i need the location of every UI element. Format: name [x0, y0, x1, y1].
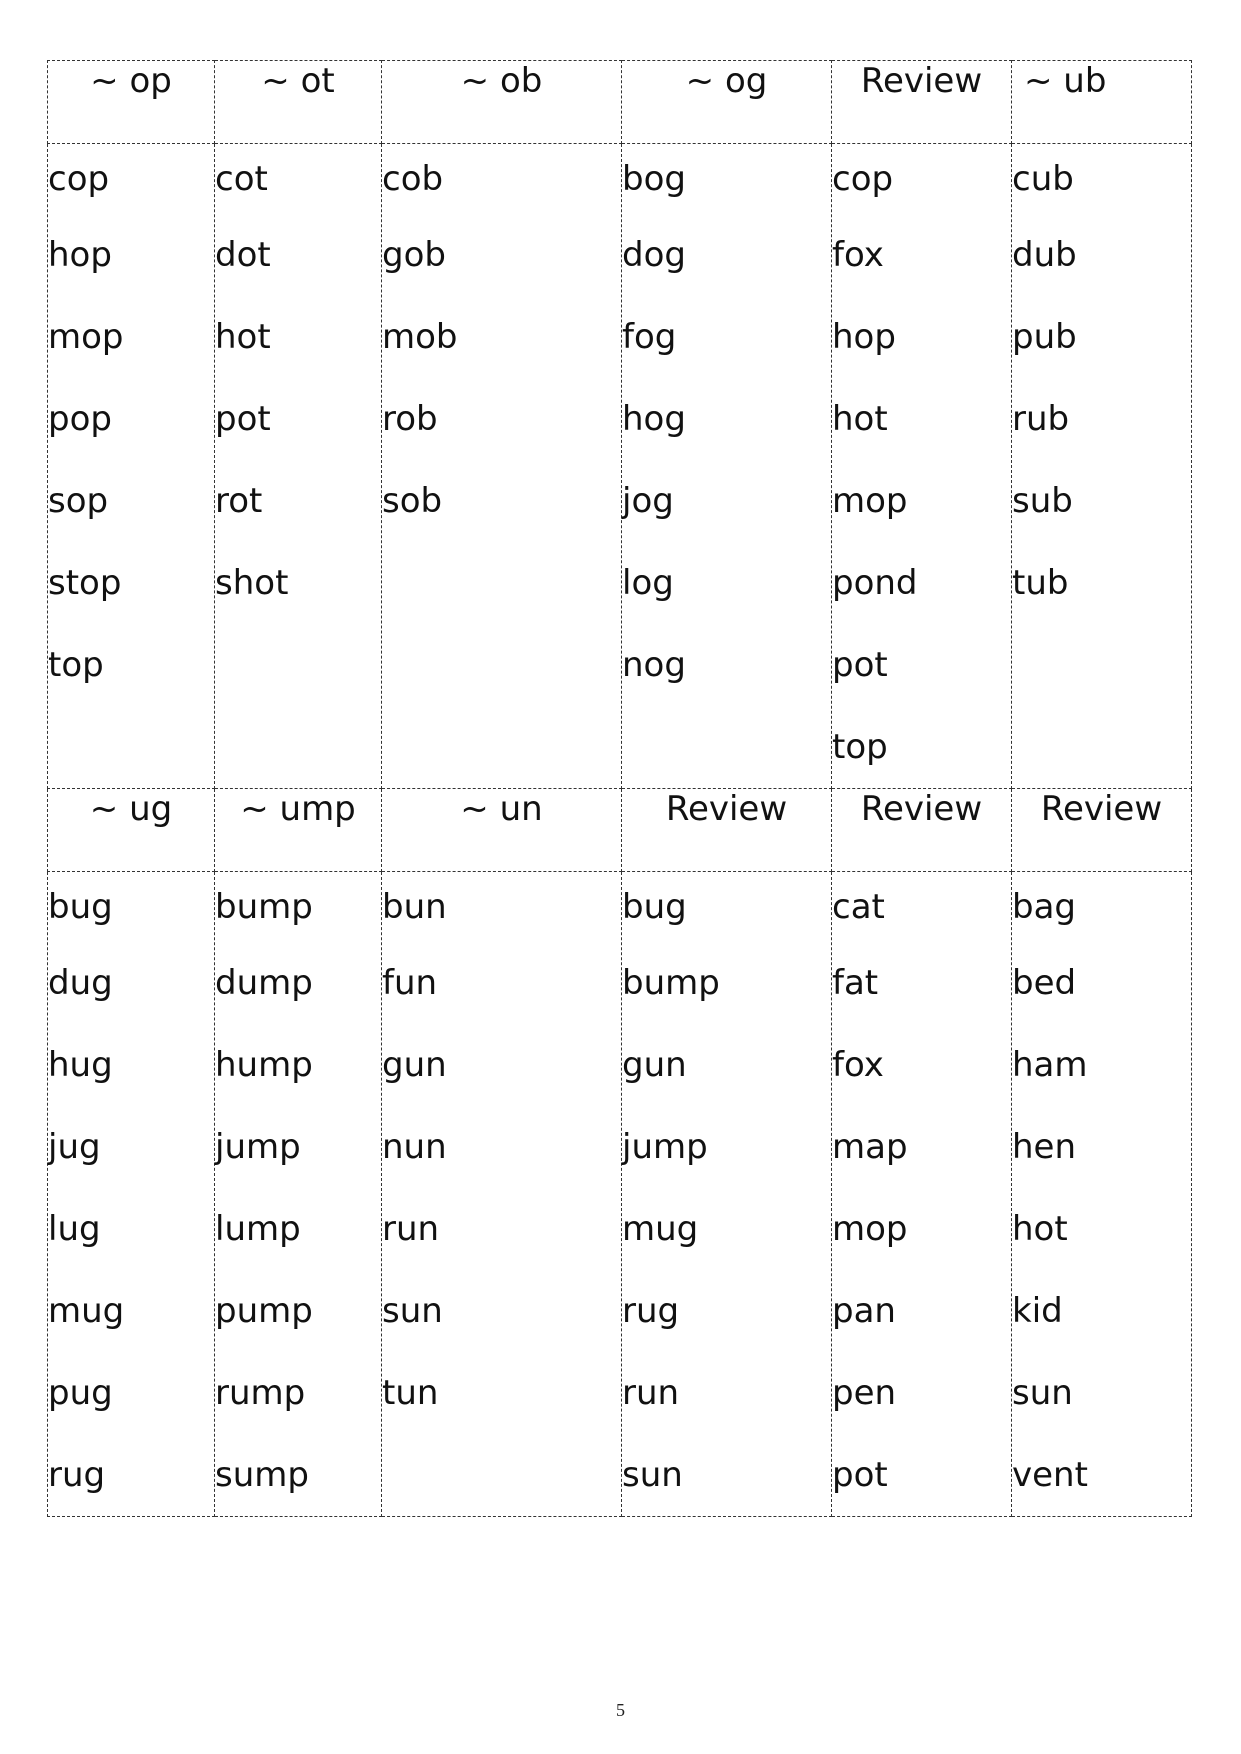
word-column	[382, 144, 622, 789]
word-item: hop	[832, 317, 896, 357]
column-header: Review	[832, 789, 1012, 872]
word-item: mug	[48, 1291, 125, 1331]
word-item: map	[832, 1127, 908, 1167]
word-item: mop	[832, 481, 908, 521]
word-item: dug	[48, 963, 113, 1003]
word-row	[48, 872, 1192, 1517]
word-item: ham	[1012, 1045, 1088, 1085]
word-column	[215, 872, 382, 1517]
word-item: fat	[832, 963, 879, 1003]
word-column	[622, 144, 832, 789]
word-item: mob	[382, 317, 458, 357]
word-item: hot	[832, 399, 888, 439]
word-item: tun	[382, 1373, 439, 1413]
word-item: sop	[48, 481, 109, 521]
word-item: mug	[622, 1209, 699, 1249]
word-item: sob	[382, 481, 443, 521]
word-item: nog	[622, 645, 686, 685]
word-item: bug	[48, 887, 113, 927]
word-item: fox	[832, 235, 884, 275]
word-item: pot	[832, 1455, 888, 1495]
word-item: bog	[622, 159, 686, 199]
column-header: ~ ot	[215, 61, 382, 144]
word-item: rug	[48, 1455, 106, 1495]
word-column	[832, 144, 1012, 789]
word-item: bump	[622, 963, 720, 1003]
word-item: pot	[832, 645, 888, 685]
word-item: stop	[48, 563, 122, 603]
word-item: rob	[382, 399, 438, 439]
word-item: shot	[215, 563, 289, 603]
word-item: kid	[1012, 1291, 1063, 1331]
word-item: sun	[622, 1455, 683, 1495]
word-item: bun	[382, 887, 447, 927]
word-item: sun	[1012, 1373, 1073, 1413]
word-item: cat	[832, 887, 885, 927]
word-item: run	[622, 1373, 680, 1413]
word-item: pop	[48, 399, 112, 439]
word-item: dump	[215, 963, 313, 1003]
word-item: pump	[215, 1291, 313, 1331]
word-column	[1012, 144, 1192, 789]
word-item: bug	[622, 887, 687, 927]
word-item: nun	[382, 1127, 447, 1167]
column-header: Review	[1012, 789, 1192, 872]
word-item: top	[832, 727, 888, 767]
word-item: dog	[622, 235, 686, 275]
word-item: hog	[622, 399, 686, 439]
word-item: cop	[48, 159, 110, 199]
word-column	[382, 872, 622, 1517]
header-row	[48, 61, 1192, 144]
word-item: jug	[48, 1127, 101, 1167]
word-column	[48, 144, 215, 789]
word-item: jump	[622, 1127, 708, 1167]
word-item: bed	[1012, 963, 1077, 1003]
word-column	[832, 872, 1012, 1517]
word-item: cop	[832, 159, 894, 199]
column-header: Review	[622, 789, 832, 872]
header-row	[48, 789, 1192, 872]
word-column	[215, 144, 382, 789]
word-item: hot	[1012, 1209, 1068, 1249]
word-item: fun	[382, 963, 438, 1003]
column-header: ~ ug	[48, 789, 215, 872]
word-item: hug	[48, 1045, 113, 1085]
word-item: sun	[382, 1291, 443, 1331]
column-header: ~ un	[382, 789, 622, 872]
word-item: rug	[622, 1291, 680, 1331]
column-header: ~ og	[622, 61, 832, 144]
word-item: pub	[1012, 317, 1077, 357]
word-item: hop	[48, 235, 112, 275]
column-header: ~ ump	[215, 789, 382, 872]
word-column	[1012, 872, 1192, 1517]
word-item: dub	[1012, 235, 1077, 275]
word-column	[48, 872, 215, 1517]
word-item: pot	[215, 399, 271, 439]
word-item: pen	[832, 1373, 897, 1413]
word-item: rub	[1012, 399, 1070, 439]
word-item: hump	[215, 1045, 313, 1085]
word-item: log	[622, 563, 674, 603]
word-item: jog	[622, 481, 674, 521]
word-item: top	[48, 645, 104, 685]
word-item: lump	[215, 1209, 301, 1249]
word-item: pond	[832, 563, 918, 603]
word-item: sub	[1012, 481, 1073, 521]
word-item: mop	[48, 317, 124, 357]
word-item: cub	[1012, 159, 1074, 199]
word-family-table	[47, 60, 1192, 1517]
word-list-sheet	[47, 60, 1191, 1612]
word-item: mop	[832, 1209, 908, 1249]
word-item: gun	[622, 1045, 687, 1085]
word-item: rot	[215, 481, 263, 521]
word-item: pug	[48, 1373, 113, 1413]
word-item: gob	[382, 235, 446, 275]
word-item: lug	[48, 1209, 101, 1249]
word-item: jump	[215, 1127, 301, 1167]
word-item: fox	[832, 1045, 884, 1085]
word-item: sump	[215, 1455, 309, 1495]
word-item: hot	[215, 317, 271, 357]
word-item: gun	[382, 1045, 447, 1085]
word-item: hen	[1012, 1127, 1077, 1167]
column-header: ~ op	[48, 61, 215, 144]
word-item: rump	[215, 1373, 306, 1413]
word-item: run	[382, 1209, 440, 1249]
word-item: dot	[215, 235, 271, 275]
word-row	[48, 144, 1192, 789]
word-item: cob	[382, 159, 444, 199]
word-item: fog	[622, 317, 677, 357]
word-item: vent	[1012, 1455, 1088, 1495]
column-header: ~ ob	[382, 61, 622, 144]
word-item: bump	[215, 887, 313, 927]
page-number: 5	[616, 1700, 625, 1720]
word-item: tub	[1012, 563, 1069, 603]
column-header: Review	[832, 61, 1012, 144]
column-header: ~ ub	[1012, 61, 1192, 144]
word-column	[622, 872, 832, 1517]
word-item: bag	[1012, 887, 1076, 927]
word-item: cot	[215, 159, 268, 199]
word-item: pan	[832, 1291, 896, 1331]
